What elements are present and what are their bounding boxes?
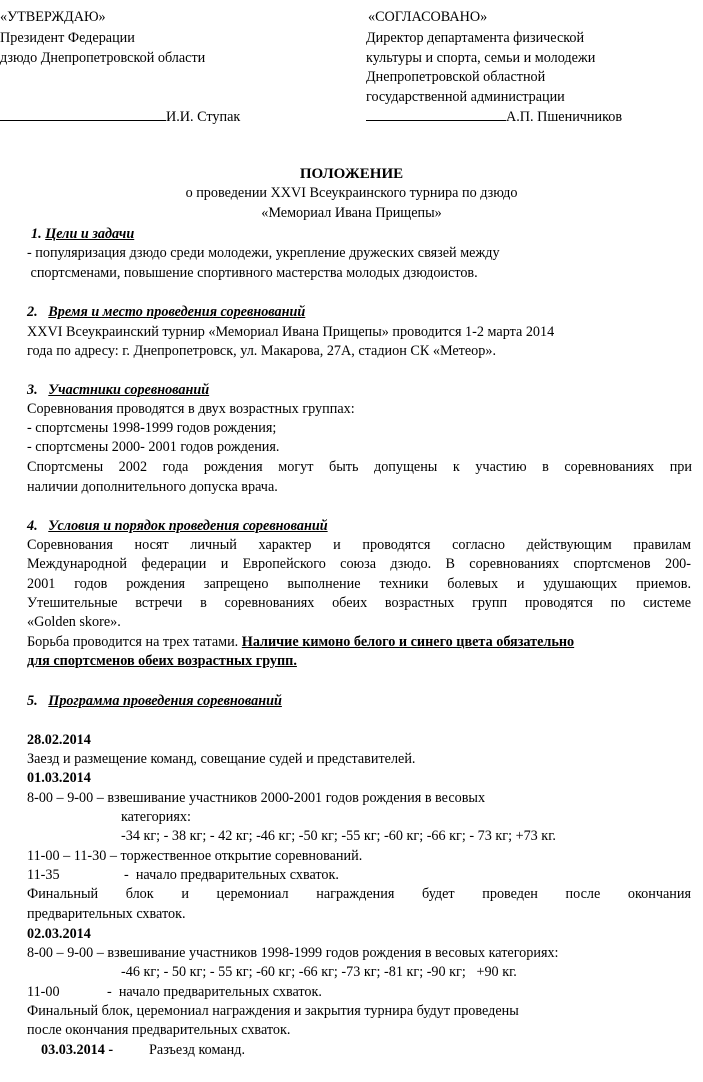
agree-line-1: Директор департамента физической [366,30,585,46]
day-3-weights: -46 кг; - 50 кг; - 55 кг; -60 кг; -66 кг; -73 кг; -81 кг; -90 кг; +90 кг. [121,964,517,980]
day-2-time: 11-35 [27,867,60,883]
day-4-date: 03.03.2014 - [41,1042,114,1058]
section-2-heading [27,304,305,321]
section-4-line-3: 2001 годов рождения запрещено выполнение техники болевых и удушающих приемов. [27,576,691,592]
section-2-number: 2. [27,304,38,320]
day-1-line-1: Заезд и размещение команд, совещание судей и представителей. [27,751,416,767]
section-3-number: 3. [27,382,38,398]
day-4-line-1: Разъезд команд. [149,1042,245,1058]
section-3-heading [27,382,209,399]
section-1-line-2: спортсменами, повышение спортивного мастерства молодых дзюдоистов. [27,265,478,281]
section-3-line-3: - спортсмены 2000- 2001 годов рождения. [27,439,280,455]
section-4-line-5: «Golden skore». [27,614,121,630]
signature-line [366,108,506,121]
section-2-line-2: года по адресу: г. Днепропетровск, ул. Макарова, 27А, стадион СК «Метеор». [27,343,496,359]
section-3-line-2: - спортсмены 1998-1999 годов рождения; [27,420,277,436]
section-3-line-4: Спортсмены 2002 года рождения могут быть допущены к участию в соревнованиях при [27,459,692,475]
agree-line-4: государственной администрации [366,89,565,105]
document-subtitle-2: «Мемориал Ивана Прищепы» [261,205,442,221]
section-3-title: Участники соревнований [48,382,210,398]
signature-line [0,108,166,121]
day-2-line-2: категориях: [121,809,191,825]
section-3-line-5: наличии дополнительного допуска врача. [27,479,278,495]
day-2-weights: -34 кг; - 38 кг; - 42 кг; -46 кг; -50 кг; -55 кг; -60 кг; -66 кг; - 73 кг; +73 кг. [121,828,556,844]
section-4-line-4: Утешительные встречи в соревнованиях обеих возрастных групп проводятся по системе [27,595,691,611]
section-1-number: 1. [31,226,42,242]
day-3-line-1: 8-00 – 9-00 – взвешивание участников 1998-1999 годов рождения в весовых категориях: [27,945,559,961]
document-title: ПОЛОЖЕНИЕ [299,166,404,182]
agree-signer: А.П. Пшеничников [506,109,623,125]
section-4-line-2: Международной федерации и Европейского союза дзюдо. В соревнованиях спортсменов 200- [27,556,691,572]
section-4-title: Условия и порядок проведения соревнований [48,518,328,534]
day-3-time: 11-00 [27,984,60,1000]
approve-heading: «УТВЕРЖДАЮ» [0,9,106,25]
section-4-line-6-plain: Борьба проводится на трех татами. [27,634,242,650]
day-2-date: 01.03.2014 [27,770,91,786]
section-4-line-1: Соревнования носят личный характер и проводятся согласно действующим правилам [27,537,691,553]
day-3-date: 02.03.2014 [27,926,91,942]
day-1-date: 28.02.2014 [27,732,91,748]
section-4-heading [27,518,328,535]
approve-line-1: Президент Федерации [0,30,135,46]
section-4-line-6 [27,634,691,651]
approve-signature [0,108,240,126]
section-2-line-1: XXVI Всеукраинский турнир «Мемориал Ивана Прищепы» проводится 1-2 марта 2014 [27,324,555,340]
document-subtitle-1: о проведении XXVI Всеукраинского турнира по дзюдо [185,185,518,201]
day-3-line-3: - начало предварительных схваток. [107,984,322,1000]
agree-heading: «СОГЛАСОВАНО» [368,9,488,25]
day-2-line-4: 11-00 – 11-30 – торжественное открытие соревнований. [27,848,363,864]
section-1-title: Цели и задачи [45,226,135,242]
section-4-number: 4. [27,518,38,534]
approve-line-2: дзюдо Днепропетровской области [0,50,206,66]
section-1-heading [31,226,134,243]
approve-signer: И.И. Ступак [166,109,241,125]
section-5-title: Программа проведения соревнований [48,693,282,709]
section-1-line-1: - популяризация дзюдо среди молодежи, укрепление дружеских связей между [27,245,500,261]
section-3-line-1: Соревнования проводятся в двух возрастных группах: [27,401,355,417]
day-2-line-7: предварительных схваток. [27,906,186,922]
day-3-line-5: после окончания предварительных схваток. [27,1022,291,1038]
day-2-line-1: 8-00 – 9-00 – взвешивание участников 2000-2001 годов рождения в весовых [27,790,486,806]
agree-line-2: культуры и спорта, семьи и молодежи [366,50,596,66]
section-5-heading [27,693,282,710]
agree-signature [366,108,622,126]
section-5-number: 5. [27,693,38,709]
section-2-title: Время и место проведения соревнований [48,304,306,320]
kimono-requirement-cont: для спортсменов обеих возрастных групп. [27,653,297,669]
day-2-line-6: Финальный блок и церемониал награждения будет проведен после окончания [27,886,691,902]
kimono-requirement: Наличие кимоно белого и синего цвета обязательно [241,634,575,650]
day-2-line-5: - начало предварительных схваток. [124,867,339,883]
agree-line-3: Днепропетровской областной [366,69,546,85]
day-3-line-4: Финальный блок, церемониал награждения и закрытия турнира будут проведены [27,1003,519,1019]
